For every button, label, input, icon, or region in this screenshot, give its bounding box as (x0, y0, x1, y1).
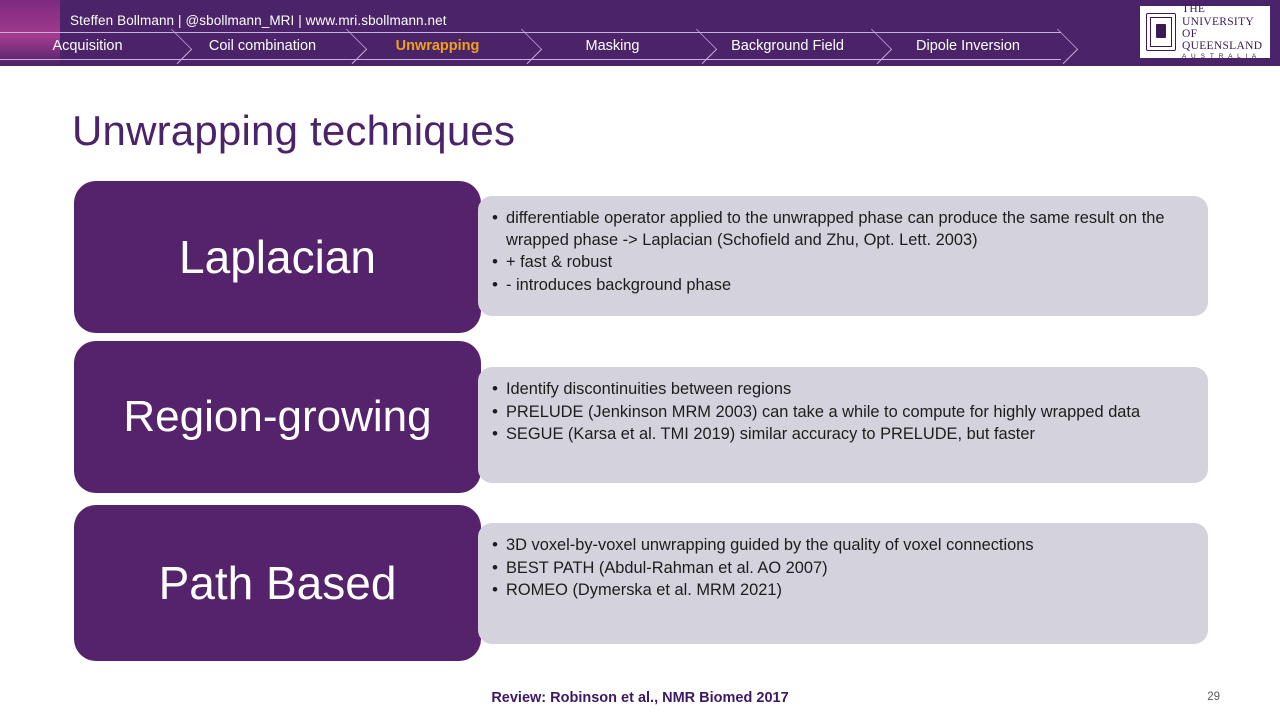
list-item: • SEGUE (Karsa et al. TMI 2019) similar accuracy to PRELUDE, but faster (492, 424, 1192, 446)
breadcrumb-step-label: Dipole Inversion (916, 38, 1020, 54)
bullet-list (492, 535, 1192, 602)
technique-details-panel (478, 196, 1208, 316)
breadcrumb-step-label: Background Field (731, 38, 844, 54)
list-item: • differentiable operator applied to the unwrapped phase can produce the same result on the wrapped phase -> Laplacian (Schofield and Zhu, Opt. Lett. 2003) (492, 208, 1192, 251)
breadcrumb-step-unwrapping[interactable] (350, 32, 525, 60)
breadcrumb-step-background-field[interactable] (700, 32, 875, 60)
breadcrumb-step-label: Unwrapping (395, 38, 480, 54)
logo-line-2: OF QUEENSLAND (1182, 27, 1263, 52)
breadcrumb-step-masking[interactable] (525, 32, 700, 60)
list-item: • BEST PATH (Abdul-Rahman et al. AO 2007) (492, 558, 1192, 580)
technique-row-path-based (74, 505, 1208, 661)
workflow-breadcrumb (0, 32, 1076, 60)
technique-name-tag: Region-growing (74, 341, 481, 493)
technique-details-panel (478, 523, 1208, 644)
technique-row-laplacian (74, 181, 1208, 333)
technique-name-tag: Laplacian (74, 181, 481, 333)
logo-line-3: A U S T R A L I A (1182, 52, 1258, 60)
review-citation: Review: Robinson et al., NMR Biomed 2017 (491, 690, 789, 706)
technique-row-region-growing (74, 341, 1208, 493)
bullet-list (492, 379, 1192, 446)
list-item: • PRELUDE (Jenkinson MRM 2003) can take a while to compute for highly wrapped data (492, 402, 1192, 424)
list-item: • + fast & robust (492, 252, 1192, 274)
logo-line-1: THE UNIVERSITY (1182, 3, 1254, 28)
breadcrumb-step-dipole-inversion[interactable] (875, 32, 1061, 60)
university-logo-text (1182, 3, 1264, 60)
breadcrumb-step-label: Coil combination (208, 38, 317, 54)
header-bar (0, 0, 1280, 66)
list-item: • - introduces background phase (492, 275, 1192, 297)
author-byline: Steffen Bollmann | @sbollmann_MRI | www.mri.sbollmann.net (70, 13, 447, 28)
list-item: • Identify discontinuities between regions (492, 379, 1192, 401)
technique-name-tag: Path Based (74, 505, 481, 661)
list-item: • ROMEO (Dymerska et al. MRM 2021) (492, 580, 1192, 602)
page-title: Unwrapping techniques (72, 107, 516, 154)
crest-icon (1146, 13, 1176, 51)
page-number: 29 (1207, 691, 1220, 703)
university-logo (1140, 3, 1270, 60)
breadcrumb-step-coil-combination[interactable] (175, 32, 350, 60)
breadcrumb-step-label: Acquisition (52, 38, 123, 54)
technique-details-panel (478, 367, 1208, 483)
breadcrumb-step-label: Masking (585, 38, 640, 54)
list-item: • 3D voxel-by-voxel unwrapping guided by the quality of voxel connections (492, 535, 1192, 557)
bullet-list (492, 208, 1192, 297)
breadcrumb-step-acquisition[interactable] (0, 32, 175, 60)
